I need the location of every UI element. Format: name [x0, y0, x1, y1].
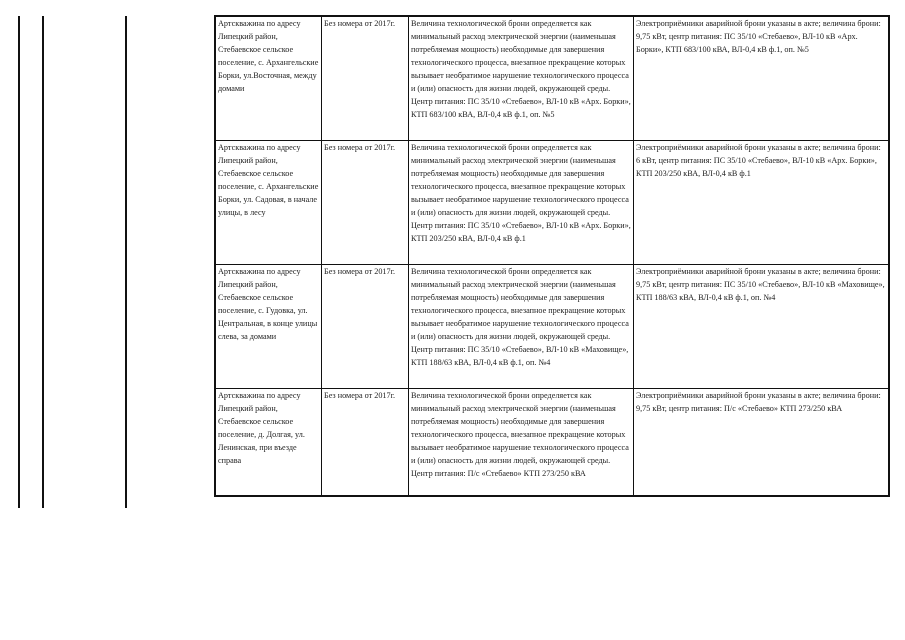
table-row: [215, 16, 889, 141]
description-cell: Величина технологической брони определяется как минимальный расход электрической энергии (наименьшая потребляемая мощность) необходимые для завершения технологического процесса, внезапное прекращение которых вызывает необратимое нарушение технологического процесса и (или) опасность для жизни людей, окружающей среды. Центр питания: П/с «Стебаево» КТП 273/250 кВА: [409, 389, 634, 497]
document-cell: Без номера от 2017г.: [322, 389, 409, 497]
description-cell: Величина технологической брони определяется как минимальный расход электрической энергии (наименьшая потребляемая мощность) необходимые для завершения технологического процесса, внезапное прекращение которых вызывает необратимое нарушение технологического процесса и (или) опасность для жизни людей, окружающей среды. Центр питания: ПС 35/10 «Стебаево», ВЛ-10 кВ «Арх. Борки», КТП 683/100 кВА, ВЛ-0,4 кВ ф.1, оп. №5: [409, 16, 634, 141]
left-margin-rule-2: [42, 16, 44, 508]
document-cell: Без номера от 2017г.: [322, 265, 409, 389]
address-cell: Артскважина по адресу Липецкий район, Стебаевское сельское поселение, с. Архангельские Борки, ул.Восточная, между домами: [215, 16, 322, 141]
document-cell: Без номера от 2017г.: [322, 16, 409, 141]
left-margin-rule-3: [125, 16, 127, 508]
address-cell: Артскважина по адресу Липецкий район, Стебаевское сельское поселение, с. Архангельские Борки, ул. Садовая, в начале улицы, в лесу: [215, 141, 322, 265]
left-margin-rule-1: [18, 16, 20, 508]
act-cell: Электроприёмники аварийной брони указаны в акте; величина брони: 9,75 кВт, центр питания: ПС 35/10 «Стебаево», ВЛ-10 кВ «Маховище», КТП 188/63 кВА, ВЛ-0,4 кВ ф.1, оп. №4: [634, 265, 890, 389]
act-cell: Электроприёмники аварийной брони указаны в акте; величина брони: 6 кВт, центр питания: ПС 35/10 «Стебаево», ВЛ-10 кВ «Арх. Борки», КТП 203/250 кВА, ВЛ-0,4 кВ ф.1: [634, 141, 890, 265]
description-cell: Величина технологической брони определяется как минимальный расход электрической энергии (наименьшая потребляемая мощность) необходимые для завершения технологического процесса, внезапное прекращение которых вызывает необратимое нарушение технологического процесса и (или) опасность для жизни людей, окружающей среды. Центр питания: ПС 35/10 «Стебаево», ВЛ-10 кВ «Арх. Борки», КТП 203/250 кВА, ВЛ-0,4 кВ ф.1: [409, 141, 634, 265]
table-row: [215, 389, 889, 497]
address-cell: Артскважина по адресу Липецкий район, Стебаевское сельское поселение, с. Гудовка, ул. Центральная, в конце улицы слева, за домами: [215, 265, 322, 389]
reserve-table: [214, 15, 890, 497]
table-row: [215, 265, 889, 389]
address-cell: Артскважина по адресу Липецкий район, Стебаевское сельское поселение, д. Долгая, ул. Ленинская, при въезде справа: [215, 389, 322, 497]
document-cell: Без номера от 2017г.: [322, 141, 409, 265]
description-cell: Величина технологической брони определяется как минимальный расход электрической энергии (наименьшая потребляемая мощность) необходимые для завершения технологического процесса, внезапное прекращение которых вызывает необратимое нарушение технологического процесса и (или) опасность для жизни людей, окружающей среды. Центр питания: ПС 35/10 «Стебаево», ВЛ-10 кВ «Маховище», КТП 188/63 кВА, ВЛ-0,4 кВ ф.1, оп. №4: [409, 265, 634, 389]
act-cell: Электроприёмники аварийной брони указаны в акте; величина брони: 9,75 кВт, центр питания: П/с «Стебаево» КТП 273/250 кВА: [634, 389, 890, 497]
act-cell: Электроприёмники аварийной брони указаны в акте; величина брони: 9,75 кВт, центр питания: ПС 35/10 «Стебаево», ВЛ-10 кВ «Арх. Борки», КТП 683/100 кВА, ВЛ-0,4 кВ ф.1, оп. №5: [634, 16, 890, 141]
table-row: [215, 141, 889, 265]
